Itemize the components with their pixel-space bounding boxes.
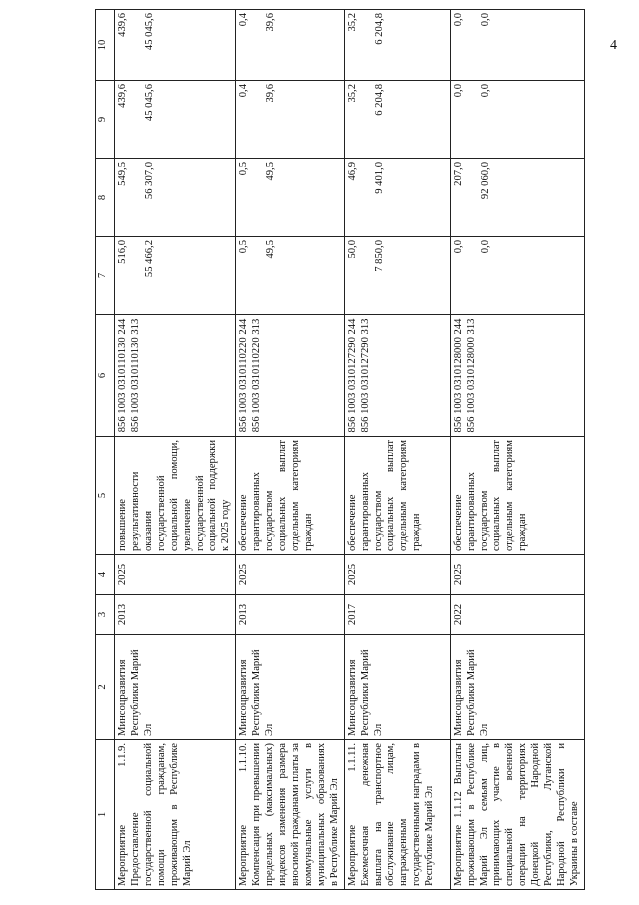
start-year-cell: 2013	[115, 595, 236, 635]
value-cell-col9	[344, 81, 450, 159]
budget-code: 856 1003 0310128000 244	[452, 318, 464, 433]
value: 46,9	[346, 162, 358, 181]
measure-cell: Мероприятие 1.1.12 Выплаты проживающим в Республике Марий Эл семьям лиц, принимающих участие в специальной военной операции на территориях Донецкой Народной Республики, Луганской Народной Республики и Украины в составе	[450, 740, 584, 890]
end-year-cell: 2025	[344, 555, 450, 595]
measure-cell: Мероприятие 1.1.9. Предоставление государственной социальной помощи гражданам, проживающим в Республике Марий Эл	[115, 740, 236, 890]
value: 7 850,0	[373, 240, 385, 272]
end-year-cell: 2025	[115, 555, 236, 595]
value: 45 045,6	[143, 13, 155, 51]
table-row	[450, 10, 584, 890]
start-year-cell: 2017	[344, 595, 450, 635]
column-header: 6	[96, 315, 115, 437]
result-cell: повышение результативности оказания государственной социальной помощи, увеличение государственной социальной поддержки к 2025 году	[115, 437, 236, 555]
value-cell-col8	[344, 159, 450, 237]
value-cell-col8	[115, 159, 236, 237]
result-cell: обеспечение гарантированных государством социальных выплат отдельным категориям граждан	[344, 437, 450, 555]
executor-cell: Минсоцразвития Республики Марий Эл	[115, 635, 236, 740]
budget-code: 856 1003 0310127290 313	[359, 318, 371, 433]
value: 39,6	[265, 13, 277, 32]
value-cell-col7	[450, 237, 584, 315]
budget-code-cell	[236, 315, 344, 437]
table-row	[236, 10, 344, 890]
value-cell-col10	[115, 10, 236, 81]
value: 0,4	[238, 84, 250, 98]
program-measures-table	[95, 9, 585, 890]
executor-cell: Минсоцразвития Республики Марий Эл	[450, 635, 584, 740]
value: 0,0	[479, 84, 491, 98]
value-cell-col8	[236, 159, 344, 237]
value: 35,2	[346, 13, 358, 32]
start-year-cell: 2022	[450, 595, 584, 635]
value-cell-col7	[344, 237, 450, 315]
value: 516,0	[117, 240, 128, 264]
result-cell: обеспечение гарантированных государством социальных выплат отдельным категориям граждан	[236, 437, 344, 555]
value: 439,6	[117, 13, 128, 37]
value: 207,0	[452, 162, 464, 186]
value: 9 401,0	[373, 162, 385, 194]
value: 39,6	[265, 84, 277, 103]
value-cell-col10	[450, 10, 584, 81]
column-header: 7	[96, 237, 115, 315]
page-number: 4	[610, 38, 617, 53]
value-cell-col7	[236, 237, 344, 315]
value: 56 307,0	[143, 162, 155, 200]
column-header: 9	[96, 81, 115, 159]
value-cell-col9	[115, 81, 236, 159]
budget-code-cell	[115, 315, 236, 437]
column-number-row	[96, 10, 115, 890]
column-header: 1	[96, 740, 115, 890]
value: 49,5	[265, 240, 277, 259]
column-header: 3	[96, 595, 115, 635]
value: 0,0	[452, 84, 464, 98]
table-row	[344, 10, 450, 890]
value-cell-col9	[236, 81, 344, 159]
executor-cell: Минсоцразвития Республики Марий Эл	[344, 635, 450, 740]
end-year-cell: 2025	[236, 555, 344, 595]
budget-code: 856 1003 0310110130 313	[129, 318, 141, 433]
executor-cell: Минсоцразвития Республики Марий Эл	[236, 635, 344, 740]
column-header: 4	[96, 555, 115, 595]
value-cell-col8	[450, 159, 584, 237]
value: 35,2	[346, 84, 358, 103]
value-cell-col9	[450, 81, 584, 159]
value-cell-col7	[115, 237, 236, 315]
value: 0,4	[238, 13, 250, 27]
value: 6 204,8	[373, 84, 385, 116]
value-cell-col10	[344, 10, 450, 81]
column-header: 2	[96, 635, 115, 740]
budget-code: 856 1003 0310110220 313	[251, 318, 263, 433]
start-year-cell: 2013	[236, 595, 344, 635]
value: 55 466,2	[143, 240, 155, 278]
rotated-table-container	[95, 10, 627, 890]
end-year-cell: 2025	[450, 555, 584, 595]
budget-code: 856 1003 0310110130 244	[117, 318, 128, 433]
value: 0,0	[479, 240, 491, 254]
budget-code: 856 1003 0310127290 244	[346, 318, 358, 433]
column-header: 10	[96, 10, 115, 81]
value: 0,0	[479, 13, 491, 27]
budget-code-cell	[450, 315, 584, 437]
column-header: 8	[96, 159, 115, 237]
value: 0,0	[452, 13, 464, 27]
value: 92 060,0	[479, 162, 491, 200]
value: 45 045,6	[143, 84, 155, 122]
column-header: 5	[96, 437, 115, 555]
measure-cell: Мероприятие 1.1.11. Ежемесячная денежная выплата на транспортное обслуживание лицам, награжденным государственными наградами в Республике Марий Эл	[344, 740, 450, 890]
table-row	[115, 10, 236, 890]
value: 50,0	[346, 240, 358, 259]
value-cell-col10	[236, 10, 344, 81]
value: 439,6	[117, 84, 128, 108]
budget-code-cell	[344, 315, 450, 437]
value: 0,0	[452, 240, 464, 254]
budget-code: 856 1003 0310128000 313	[465, 318, 477, 433]
value: 549,5	[117, 162, 128, 186]
value: 0,5	[238, 162, 250, 176]
value: 0,5	[238, 240, 250, 254]
value: 49,5	[265, 162, 277, 181]
budget-code: 856 1003 0310110220 244	[238, 318, 250, 433]
value: 6 204,8	[373, 13, 385, 45]
measure-cell: Мероприятие 1.1.10. Компенсация при превышении предельных (максимальных) индексов изменения размера вносимой гражданами платы за коммунальные услуги в муниципальных образованиях в Республике Марий Эл	[236, 740, 344, 890]
result-cell: обеспечение гарантированных государством социальных выплат отдельным категориям граждан	[450, 437, 584, 555]
